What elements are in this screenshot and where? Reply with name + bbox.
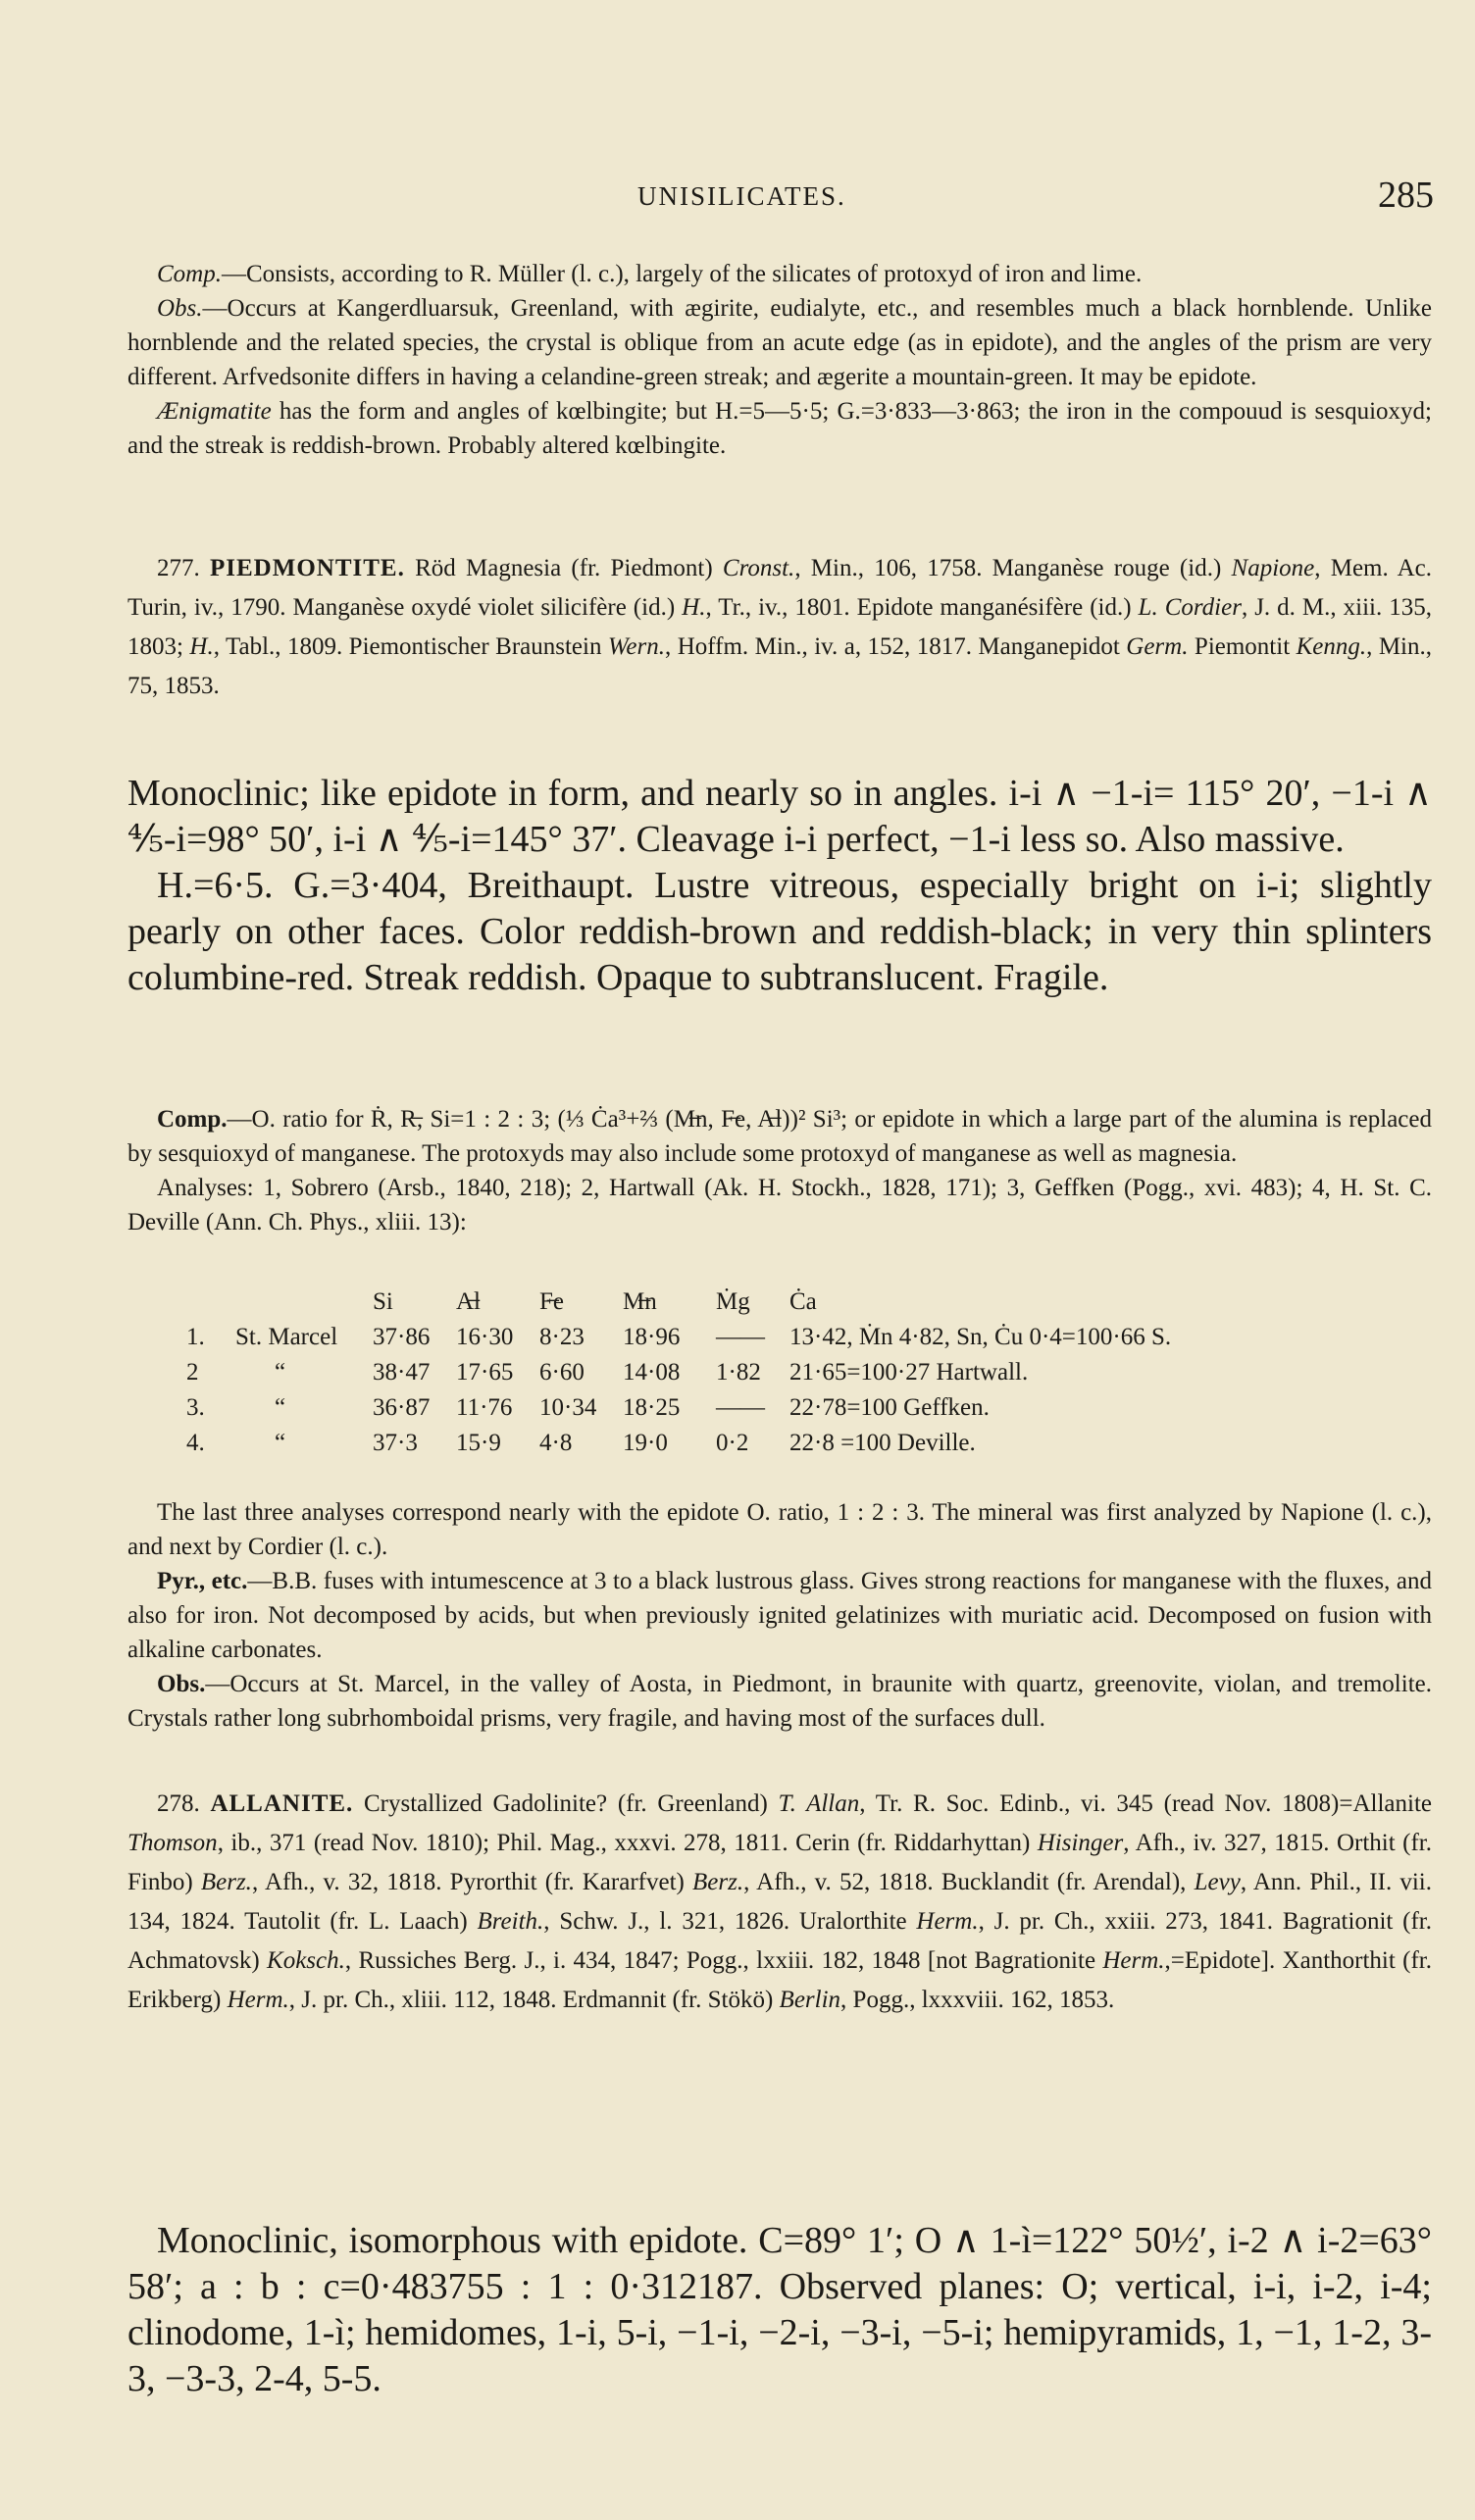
syn-text: , Tr. R. Soc. Edinb., vi. 345 (read Nov. 1808)=Allanite <box>859 1790 1432 1817</box>
species-name: PIEDMONTITE. <box>210 555 405 581</box>
page-number: 285 <box>1378 175 1434 216</box>
syn-text: , Min., 106, 1758. Manganèse rouge (id.) <box>794 555 1232 581</box>
syn-author: Thomson <box>127 1830 218 1856</box>
obs-text: —Occurs at Kangerdluarsuk, Greenland, with ægirite, eudialyte, etc., and resembles much a black hornblende. Unlike hornblende and the related species, the crystal is oblique from an acute edge (as in epidote), and the angles of the prism are very different. Arfvedsonite differs in having a celandine-green streak; and ægerite a mountain-green. It may be epidote. <box>127 295 1432 390</box>
syn-author: Berz. <box>200 1869 252 1895</box>
table-cell: 4. <box>186 1430 205 1456</box>
entry-277-composition <box>127 1102 1432 1239</box>
syn-text: , J. pr. Ch., xliii. 112, 1848. Erdmannit (fr. Stökö) <box>288 1987 780 2013</box>
species-name: ALLANITE. <box>210 1790 354 1817</box>
page-header <box>0 175 1475 221</box>
entry-277-notes <box>127 1495 1432 1736</box>
table-row <box>186 1390 1181 1426</box>
table-cell: 18·25 <box>623 1394 681 1421</box>
syn-author: H. <box>682 594 706 621</box>
comp-text: —O. ratio for Ṙ, R̶, Si=1 : 2 : 3; (⅓ Ċa³+⅔ (M̶n, F̶e, A̶l))² Si³; or epidote in which a large part of the alumina is replaced by sesquioxyd of manganese. The protoxyds may also include some protoxyd of manganese as well as magnesia. <box>127 1106 1432 1167</box>
syn-author: T. Allan <box>778 1790 860 1817</box>
crystallography-paragraph: Monoclinic, isomorphous with epidote. C=89° 1′; O ∧ 1-ì=122° 50½′, i-2 ∧ i-2=63° 58′; a : b : c=0·483755 : 1 : 0·312187. Observed planes: O; vertical, i-i, i-2, i-4; clinodome, 1-ì; hemidomes, 1-i, 5-i, −1-i, −2-i, −3-i, −5-i; hemipyramids, 1, −1, 1-2, 3-3, −3-3, 2-4, 5-5. <box>127 2220 1432 2399</box>
table-cell: 22·8 =100 Deville. <box>789 1430 976 1456</box>
prev-comp-paragraph <box>127 257 1432 291</box>
syn-text: , J. d. M., xiii. 135, 1803; <box>127 594 1432 660</box>
syn-author: Koksch. <box>267 1947 345 1974</box>
analyses-table-wrap <box>186 1285 1402 1461</box>
syn-author: Germ. <box>1126 633 1189 660</box>
comp-text: —Consists, according to R. Müller (l. c.), largely of the silicates of protoxyd of iron and lime. <box>221 261 1143 287</box>
table-cell: 11·76 <box>456 1394 513 1421</box>
column-header: M̶n <box>623 1288 657 1315</box>
table-cell: St. Marcel <box>235 1324 338 1350</box>
table-cell: 4·8 <box>539 1430 573 1456</box>
analyses-intro: Analyses: 1, Sobrero (Arsb., 1840, 218); 2, Hartwall (Ak. H. Stockh., 1828, 171); 3, Geffken (Pogg., xvi. 483); 4, H. St. C. Deville (Ann. Ch. Phys., xliii. 13): <box>127 1175 1432 1235</box>
syn-author: Wern. <box>607 633 666 660</box>
table-cell: 19·0 <box>623 1430 668 1456</box>
syn-text: , J. pr. Ch., xxiii. 273, 1841. Bagrationit (fr. Achmatovsk) <box>127 1908 1432 1974</box>
crystallography-paragraph: Monoclinic; like epidote in form, and nearly so in angles. i-i ∧ −1-i= 115° 20′, −1-i ∧ ⅘-i=98° 50′, i-i ∧ ⅘-i=145° 37′. Cleavage i-i perfect, −1-i less so. Also massive. <box>127 773 1432 860</box>
entry-number: 277. <box>157 555 200 581</box>
syn-author: Kenng. <box>1296 633 1367 660</box>
syn-text: , Tabl., 1809. Piemontischer Braunstein <box>213 633 608 660</box>
syn-text: Röd Magnesia (fr. Piedmont) <box>404 555 723 581</box>
syn-author: H. <box>189 633 214 660</box>
obs-label: Obs. <box>157 1671 206 1697</box>
syn-author: Napione <box>1231 555 1315 581</box>
table-cell: 13·42, Ṁn 4·82, Sn, Ċu 0·4=100·66 S. <box>789 1324 1172 1350</box>
entry-278-synonymy <box>127 1785 1432 2020</box>
table-cell: 8·23 <box>539 1324 585 1350</box>
table-cell: 14·08 <box>623 1359 681 1386</box>
entry-277-description <box>127 771 1432 1001</box>
syn-author: Berlin <box>779 1987 841 2013</box>
obs-text: —Occurs at St. Marcel, in the valley of Aosta, in Piedmont, in braunite with quartz, greenovite, violan, and tremolite. Crystals rather long subrhomboidal prisms, very fragile, and having most of the surfaces dull. <box>127 1671 1432 1732</box>
syn-text: , Schw. J., l. 321, 1826. Uralorthite <box>543 1908 917 1935</box>
column-header: Ċa <box>789 1288 817 1315</box>
syn-author: Hisinger <box>1037 1830 1124 1856</box>
obs-paragraph <box>127 1667 1432 1736</box>
table-row <box>186 1355 1181 1390</box>
syn-text: Crystallized Gadolinite? (fr. Greenland) <box>353 1790 779 1817</box>
entry-277-synonymy <box>127 549 1432 706</box>
after-table-paragraph: The last three analyses correspond nearly with the epidote O. ratio, 1 : 2 : 3. The mineral was first analyzed by Napione (l. c.), and next by Cordier (l. c.). <box>127 1499 1432 1560</box>
table-cell: 22·78=100 Geffken. <box>789 1394 990 1421</box>
aenigmatite-paragraph <box>127 394 1432 463</box>
table-cell: —— <box>716 1324 765 1350</box>
table-cell: 37·3 <box>373 1430 418 1456</box>
entry-278-description <box>127 2218 1432 2402</box>
table-cell: 18·96 <box>623 1324 681 1350</box>
running-title: UNISILICATES. <box>637 181 846 211</box>
prev-obs-paragraph <box>127 291 1432 394</box>
comp-label: Comp. <box>157 1106 228 1133</box>
table-cell: 0·2 <box>716 1430 749 1456</box>
column-header <box>186 1285 235 1320</box>
aenigmatite-label: Ænigmatite <box>157 398 272 425</box>
syn-text: , Russiches Berg. J., i. 434, 1847; Pogg., lxxiii. 182, 1848 [not Bagrationite <box>344 1947 1103 1974</box>
table-row <box>186 1320 1181 1355</box>
syn-text: , ib., 371 (read Nov. 1810); Phil. Mag., xxxvi. 278, 1811. Cerin (fr. Riddarhyttan) <box>217 1830 1038 1856</box>
table-cell: 21·65=100·27 Hartwall. <box>789 1359 1029 1386</box>
syn-text: , Min., 75, 1853. <box>127 633 1432 699</box>
syn-author: L. Cordier <box>1138 594 1242 621</box>
obs-label: Obs. <box>157 295 203 322</box>
comp-label: Comp. <box>157 261 222 287</box>
comp-paragraph <box>127 1102 1432 1171</box>
table-header-row <box>186 1285 1181 1320</box>
table-cell: “ <box>275 1430 286 1456</box>
previous-entry-notes <box>127 257 1432 463</box>
synonymy-paragraph <box>127 1785 1432 2020</box>
column-header: A̶l <box>456 1288 481 1315</box>
syn-text: , Hoffm. Min., iv. a, 152, 1817. Manganepidot <box>665 633 1127 660</box>
table-row <box>186 1426 1181 1461</box>
table-cell: 2 <box>186 1359 199 1386</box>
syn-text: , Afh., iv. 327, 1815. Orthit (fr. Finbo) <box>127 1830 1432 1895</box>
physical-properties-paragraph: H.=6·5. G.=3·404, Breithaupt. Lustre vitreous, especially bright on i-i; slightly pearly on other faces. Color reddish-brown and reddish-black; in very thin splinters columbine-red. Streak reddish. Opaque to subtranslucent. Fragile. <box>127 865 1432 998</box>
aenigmatite-text: has the form and angles of kœlbingite; but H.=5—5·5; G.=3·833—3·863; the iron in the compouud is sesquioxyd; and the streak is reddish-brown. Probably altered kœlbingite. <box>127 398 1432 459</box>
synonymy-paragraph <box>127 549 1432 706</box>
table-cell: 15·9 <box>456 1430 501 1456</box>
syn-text: , Tr., iv., 1801. Epidote manganésifère (id.) <box>705 594 1139 621</box>
table-cell: 1·82 <box>716 1359 761 1386</box>
table-cell: 1. <box>186 1324 205 1350</box>
syn-text: , Afh., v. 32, 1818. Pyrorthit (fr. Kararfvet) <box>251 1869 693 1895</box>
pyr-text: —B.B. fuses with intumescence at 3 to a black lustrous glass. Gives strong reactions for manganese with the fluxes, and also for iron. Not decomposed by acids, but when previously ignited gelatinizes with muriatic acid. Decomposed on fusion with alkaline carbonates. <box>127 1568 1432 1663</box>
syn-text: , Mem. Ac. Turin, iv., 1790. Manganèse oxydé violet silicifère (id.) <box>127 555 1432 621</box>
table-cell: “ <box>275 1394 286 1421</box>
table-cell: —— <box>716 1394 765 1421</box>
syn-author: Herm. <box>916 1908 979 1935</box>
analyses-table <box>186 1285 1181 1461</box>
column-header: F̶e <box>539 1288 564 1315</box>
syn-author: Herm. <box>227 1987 289 2013</box>
column-header <box>235 1285 373 1320</box>
table-cell: 10·34 <box>539 1394 597 1421</box>
syn-text: , Ann. Phil., II. vii. 134, 1824. Tautolit (fr. L. Laach) <box>127 1869 1433 1935</box>
syn-author: Cronst. <box>722 555 795 581</box>
table-cell: “ <box>275 1359 286 1386</box>
entry-number: 278. <box>157 1790 200 1817</box>
syn-author: Breith. <box>477 1908 544 1935</box>
pyr-paragraph <box>127 1564 1432 1667</box>
table-cell: 6·60 <box>539 1359 585 1386</box>
syn-author: Herm. <box>1102 1947 1165 1974</box>
column-header: Si <box>373 1288 393 1315</box>
syn-text: , Afh., v. 52, 1818. Bucklandit (fr. Arendal), <box>743 1869 1195 1895</box>
table-cell: 17·65 <box>456 1359 514 1386</box>
pyr-label: Pyr., etc. <box>157 1568 248 1594</box>
table-cell: 3. <box>186 1394 205 1421</box>
table-cell: 37·86 <box>373 1324 431 1350</box>
syn-text: ,=Epidote]. Xanthorthit (fr. Erikberg) <box>127 1947 1432 2013</box>
table-cell: 36·87 <box>373 1394 431 1421</box>
syn-author: Berz. <box>692 1869 744 1895</box>
column-header: Ṁg <box>716 1288 750 1315</box>
syn-text: Piemontit <box>1188 633 1297 660</box>
table-cell: 38·47 <box>373 1359 431 1386</box>
table-cell: 16·30 <box>456 1324 514 1350</box>
syn-author: Levy <box>1194 1869 1241 1895</box>
syn-text: , Pogg., lxxxviii. 162, 1853. <box>840 1987 1115 2013</box>
